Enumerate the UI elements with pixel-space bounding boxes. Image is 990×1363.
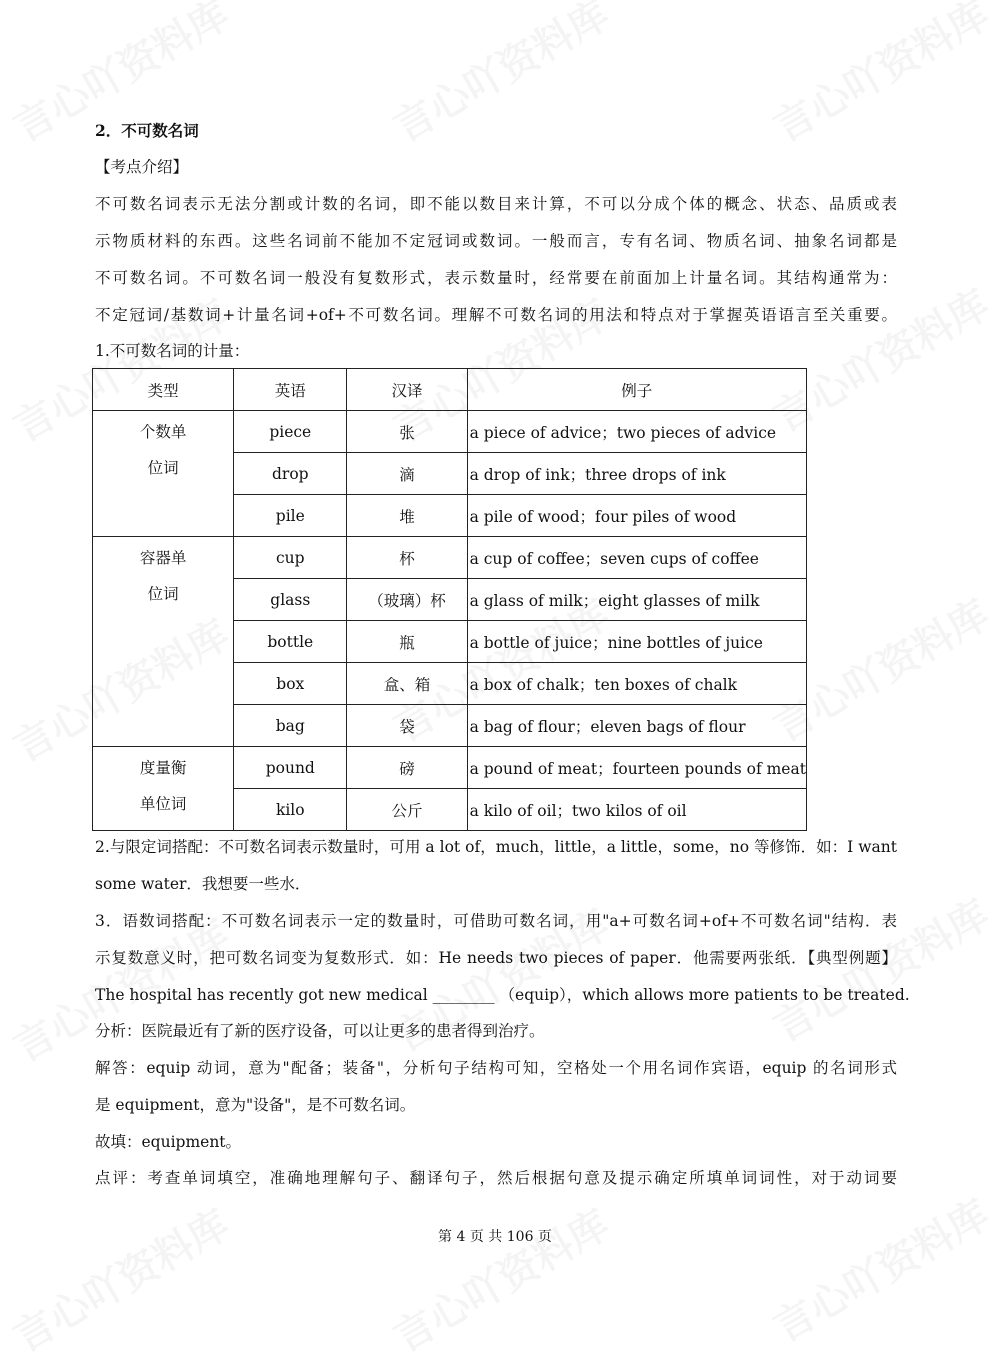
answer-line: 是 equipment，意为"设备"，是不可数名词。 xyxy=(95,1096,416,1114)
watermark xyxy=(762,1184,990,1353)
cell-example: a piece of advice；two pieces of advice xyxy=(467,411,806,453)
group-cell xyxy=(93,537,234,747)
analysis-text: 分析：医院最近有了新的医疗设备，可以让更多的患者得到治疗。 xyxy=(95,1022,545,1040)
cell-chinese: 堆 xyxy=(347,495,467,537)
header-english: 英语 xyxy=(234,369,347,411)
cell-english: kilo xyxy=(234,789,347,831)
group-cell xyxy=(93,747,234,831)
cell-example: a drop of ink；three drops of ink xyxy=(467,453,806,495)
group-label-line: 位词 xyxy=(147,585,179,603)
watermark xyxy=(382,1194,618,1363)
watermark xyxy=(2,1194,238,1363)
point3-line: 示复数意义时，把可数名词变为复数形式．如：He needs two pieces of paper．他需要两张纸．【典型例题】 xyxy=(95,949,897,967)
group-label-line: 度量衡 xyxy=(139,759,187,777)
group-label-line: 个数单 xyxy=(139,423,187,441)
group-label-line: 位词 xyxy=(147,459,179,477)
cell-english: drop xyxy=(234,453,347,495)
cell-example: a kilo of oil；two kilos of oil xyxy=(467,789,806,831)
intro-line: 不可数名词表示无法分割或计数的名词，即不能以数目来计算，不可以分成个体的概念、状态、品质或表 xyxy=(95,195,897,213)
cell-example: a glass of milk；eight glasses of milk xyxy=(467,579,806,621)
cell-chinese: 杯 xyxy=(347,537,467,579)
cell-english: bottle xyxy=(234,621,347,663)
cell-english: glass xyxy=(234,579,347,621)
header-chinese: 汉译 xyxy=(347,369,467,411)
measure-table xyxy=(92,368,807,831)
kaodian-label: 【考点介绍】 xyxy=(95,158,189,176)
cell-chinese: 滴 xyxy=(347,453,467,495)
point2-line: some water．我想要一些水． xyxy=(95,875,311,893)
intro-line: 不定冠词/基数词+计量名词+of+不可数名词。理解不可数名词的用法和特点对于掌握英语语言至关重要。 xyxy=(95,306,897,324)
point3-line: 3．语数词搭配：不可数名词表示一定的数量时，可借助可数名词，用"a+可数名词+of+不可数名词"结构．表 xyxy=(95,912,897,930)
cell-example: a pile of wood；four piles of wood xyxy=(467,495,806,537)
group-cell xyxy=(93,411,234,537)
cell-chinese: 张 xyxy=(347,411,467,453)
answer-line: 解答：equip 动词，意为"配备；装备"，分析句子结构可知，空格处一个用名词作宾语，equip 的名词形式 xyxy=(95,1059,897,1077)
table-row xyxy=(93,411,807,453)
group-label-line: 单位词 xyxy=(139,795,187,813)
measure-heading: 1.不可数名词的计量： xyxy=(95,342,250,360)
comment-text: 点评：考查单词填空，准确地理解句子、翻译句子，然后根据句意及提示确定所填单词词性，对于动词要 xyxy=(95,1169,897,1187)
point2-line: 2.与限定词搭配：不可数名词表示数量时，可用 a lot of，much，little，a little，some，no 等修饰．如：I want xyxy=(95,838,897,856)
header-example: 例子 xyxy=(467,369,806,411)
table-header-row xyxy=(93,369,807,411)
group-label-line: 容器单 xyxy=(139,549,187,567)
cell-english: bag xyxy=(234,705,347,747)
cell-chinese: 公斤 xyxy=(347,789,467,831)
intro-line: 示物质材料的东西。这些名词前不能加不定冠词或数词。一般而言，专有名词、物质名词、抽象名词都是 xyxy=(95,232,897,250)
cell-chinese: 盒、箱 xyxy=(347,663,467,705)
cell-chinese: 瓶 xyxy=(347,621,467,663)
section-title: 2．不可数名词 xyxy=(95,121,199,140)
cell-chinese: （玻璃）杯 xyxy=(347,579,467,621)
cell-chinese: 袋 xyxy=(347,705,467,747)
page-footer: 第 4 页 共 106 页 xyxy=(438,1229,552,1245)
cell-example: a cup of coffee；seven cups of coffee xyxy=(467,537,806,579)
table-row xyxy=(93,747,807,789)
question-text: The hospital has recently got new medical ________ （equip），which allows more patients to be treated. xyxy=(95,986,910,1004)
table-row xyxy=(93,537,807,579)
cell-example: a box of chalk；ten boxes of chalk xyxy=(467,663,806,705)
cell-chinese: 磅 xyxy=(347,747,467,789)
cell-example: a bottle of juice；nine bottles of juice xyxy=(467,621,806,663)
fill-answer: 故填：equipment。 xyxy=(95,1133,242,1151)
cell-english: pile xyxy=(234,495,347,537)
cell-english: box xyxy=(234,663,347,705)
header-type: 类型 xyxy=(93,369,234,411)
cell-english: piece xyxy=(234,411,347,453)
cell-english: cup xyxy=(234,537,347,579)
cell-english: pound xyxy=(234,747,347,789)
intro-line: 不可数名词。不可数名词一般没有复数形式，表示数量时，经常要在前面加上计量名词。其结构通常为： xyxy=(95,269,897,287)
cell-example: a pound of meat；fourteen pounds of meat xyxy=(467,747,806,789)
cell-example: a bag of flour；eleven bags of flour xyxy=(467,705,806,747)
